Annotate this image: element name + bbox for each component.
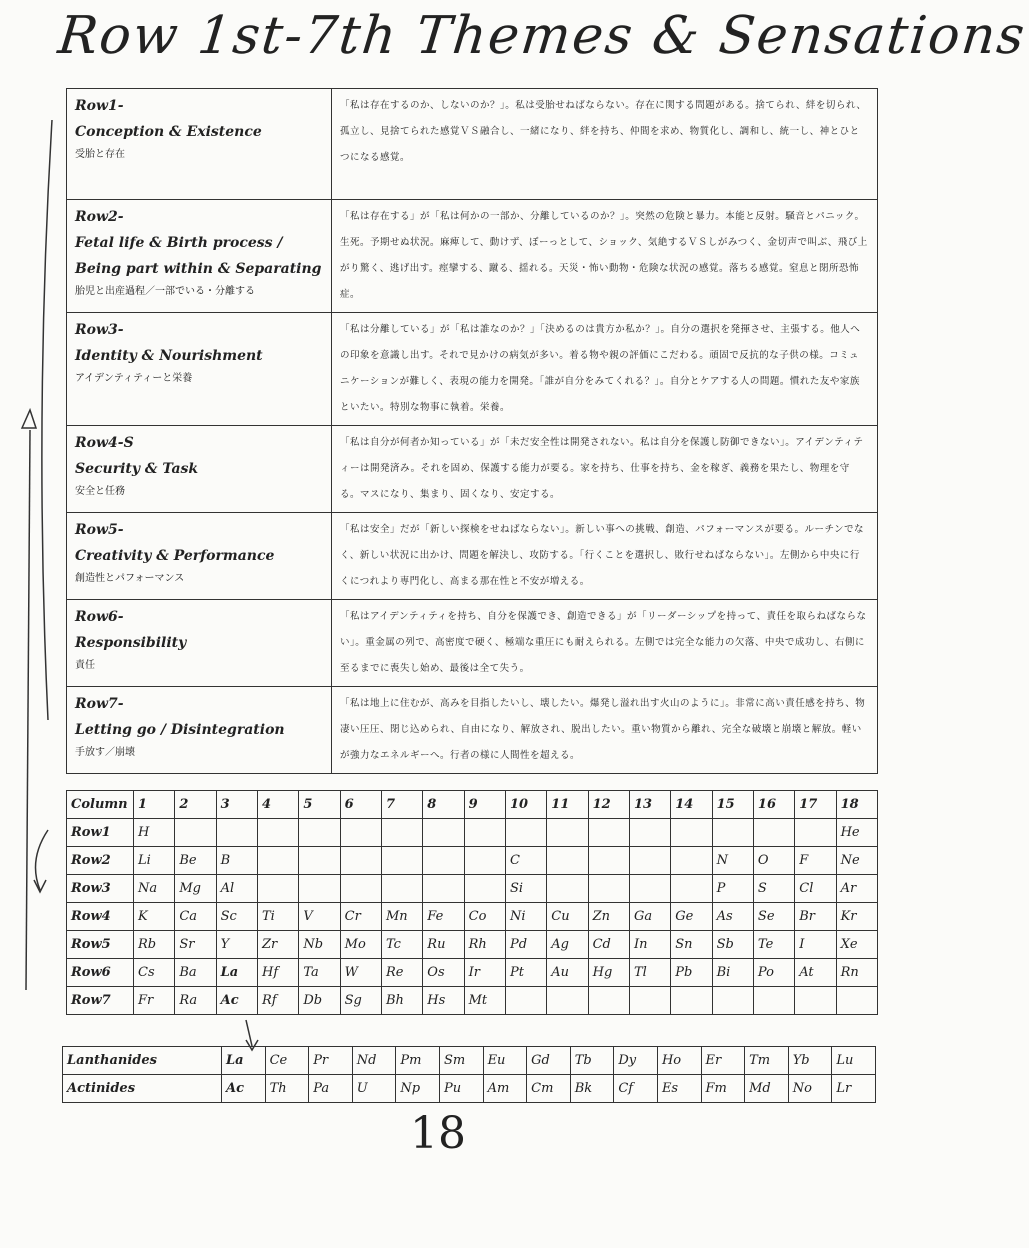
element-symbol: Cf <box>614 1075 658 1103</box>
element-symbol: Mn <box>381 903 422 931</box>
element-symbol: Fe <box>423 903 464 931</box>
element-symbol: Pm <box>396 1047 440 1075</box>
element-symbol: Re <box>381 959 422 987</box>
element-symbol: K <box>134 903 175 931</box>
row-number: Row7- <box>75 696 124 712</box>
element-symbol: Ni <box>505 903 546 931</box>
element-symbol: Zn <box>588 903 629 931</box>
element-symbol: Kr <box>836 903 877 931</box>
row-japanese-label: 責任 <box>75 660 95 671</box>
element-symbol: Lr <box>832 1075 876 1103</box>
element-symbol: Ac <box>216 987 257 1015</box>
element-symbol: As <box>712 903 753 931</box>
column-number: 14 <box>671 791 712 819</box>
element-symbol: Br <box>795 903 836 931</box>
element-symbol: Co <box>464 903 505 931</box>
row-number: Row2- <box>75 209 124 225</box>
theme-description: 「私は地上に住むが、高みを目指したいし、壊したい。爆発し溢れ出す火山のように」。非常に高い責任感を持ち、物凄い圧圧、閉じ込められ、自由になり、解放され、脱出したい。重い物質から離れ、完全な破壊と崩壊と解放。軽いが強力なエネルギーへ。行者の様に人間性を超える。 <box>332 687 878 774</box>
row-theme: Conception & Existence <box>75 124 262 140</box>
column-number: 17 <box>795 791 836 819</box>
element-symbol: Ra <box>175 987 216 1015</box>
element-symbol: Na <box>134 875 175 903</box>
element-symbol: U <box>352 1075 396 1103</box>
theme-description: 「私は存在する」が「私は何かの一部か、分離しているのか？」。突然の危険と暴力。本能と反射。騒音とパニック。生死。予期せぬ状況。麻痺して、動けず、ぼーっとして、ショック、気絶するＶＳしがみつく、金切声で叫ぶ、飛び上がり驚く、逃げ出す。痙攣する、蹴る、揺れる。天災・怖い動物・危険な状況の感覚。落ちる感覚。窒息と閉所恐怖症。 <box>332 200 878 313</box>
element-symbol: Bk <box>570 1075 614 1103</box>
row-theme: Responsibility <box>75 635 187 651</box>
element-symbol: Nb <box>299 931 340 959</box>
row-label: Row7 <box>67 987 134 1015</box>
element-symbol: Li <box>134 847 175 875</box>
element-symbol: Mt <box>464 987 505 1015</box>
row-number: Row5- <box>75 522 124 538</box>
element-symbol: Md <box>745 1075 789 1103</box>
theme-description: 「私はアイデンティティを持ち、自分を保護でき、創造できる」が「リーダーシップを持って、責任を取らねばならない」。重金属の列で、高密度で硬く、極端な重圧にも耐えられる。左側では完全な能力の欠落、中央で成功し、右側に至るまでに喪失し始め、最後は全て失う。 <box>332 600 878 687</box>
element-symbol: Gd <box>527 1047 571 1075</box>
element-symbol: Er <box>701 1047 745 1075</box>
column-number: 18 <box>836 791 877 819</box>
element-symbol: O <box>753 847 794 875</box>
element-symbol: Eu <box>483 1047 527 1075</box>
column-number: 2 <box>175 791 216 819</box>
element-symbol: I <box>795 931 836 959</box>
element-symbol: V <box>299 903 340 931</box>
element-symbol: Bi <box>712 959 753 987</box>
element-symbol: Sn <box>671 931 712 959</box>
element-symbol: Np <box>396 1075 440 1103</box>
element-symbol: Y <box>216 931 257 959</box>
bracket-line-upper <box>42 120 52 720</box>
element-symbol: Tc <box>381 931 422 959</box>
element-symbol: Ac <box>222 1075 266 1103</box>
element-symbol: Bh <box>381 987 422 1015</box>
element-symbol: Sm <box>439 1047 483 1075</box>
element-symbol: Sb <box>712 931 753 959</box>
element-symbol: Ge <box>671 903 712 931</box>
row-theme: Fetal life & Birth process / <box>75 235 283 251</box>
row-label: Row3 <box>67 875 134 903</box>
element-symbol: In <box>629 931 670 959</box>
element-symbol: Cl <box>795 875 836 903</box>
column-number: 10 <box>505 791 546 819</box>
column-number: 9 <box>464 791 505 819</box>
column-label: Column <box>67 791 134 819</box>
element-symbol: Cm <box>527 1075 571 1103</box>
element-symbol: Xe <box>836 931 877 959</box>
row-japanese-label: アイデンティティーと栄養 <box>75 373 193 384</box>
column-number: 16 <box>753 791 794 819</box>
arrow-up-icon <box>22 410 36 428</box>
element-symbol: H <box>134 819 175 847</box>
element-symbol: Po <box>753 959 794 987</box>
arrow-down-icon <box>34 880 46 892</box>
element-symbol: La <box>216 959 257 987</box>
element-symbol: Al <box>216 875 257 903</box>
arrow-line-left <box>26 430 30 990</box>
element-symbol: Ag <box>547 931 588 959</box>
row-theme-continued: Being part within & Separating <box>75 261 322 277</box>
row-japanese-label: 胎児と出産過程／一部でいる・分離する <box>75 286 255 297</box>
element-symbol: Te <box>753 931 794 959</box>
element-symbol: Nd <box>352 1047 396 1075</box>
theme-description: 「私は自分が何者か知っている」が「未だ安全性は開発されない。私は自分を保護し防御できない」。アイデンティティーは開発済み。それを固め、保護する能力が要る。家を持ち、仕事を持ち、金を稼ぎ、義務を果たし、物理を守る。マスになり、集まり、固くなり、安定する。 <box>332 426 878 513</box>
element-symbol: Ne <box>836 847 877 875</box>
element-symbol: Lu <box>832 1047 876 1075</box>
element-symbol: Ba <box>175 959 216 987</box>
row-japanese-label: 受胎と存在 <box>75 149 125 160</box>
element-symbol: Pr <box>309 1047 353 1075</box>
column-number: 6 <box>340 791 381 819</box>
element-symbol: Mo <box>340 931 381 959</box>
column-number: 4 <box>257 791 298 819</box>
row-label: Row5 <box>67 931 134 959</box>
element-symbol: Ti <box>257 903 298 931</box>
row-japanese-label: 手放す／崩壊 <box>75 747 135 758</box>
element-symbol: C <box>505 847 546 875</box>
element-symbol: Am <box>483 1075 527 1103</box>
element-symbol: Zr <box>257 931 298 959</box>
column-number: 15 <box>712 791 753 819</box>
series-label: Actinides <box>63 1075 222 1103</box>
element-symbol: Pa <box>309 1075 353 1103</box>
column-number: 7 <box>381 791 422 819</box>
element-symbol: La <box>222 1047 266 1075</box>
row-japanese-label: 創造性とパフォーマンス <box>75 573 185 584</box>
row-theme: Letting go / Disintegration <box>75 722 285 738</box>
element-symbol: Ca <box>175 903 216 931</box>
element-symbol: Hg <box>588 959 629 987</box>
element-symbol: Cu <box>547 903 588 931</box>
series-label: Lanthanides <box>63 1047 222 1075</box>
element-symbol: Os <box>423 959 464 987</box>
column-number: 8 <box>423 791 464 819</box>
element-symbol: Sg <box>340 987 381 1015</box>
element-symbol: Ta <box>299 959 340 987</box>
element-symbol: W <box>340 959 381 987</box>
element-symbol: He <box>836 819 877 847</box>
element-symbol: Se <box>753 903 794 931</box>
element-symbol: Fr <box>134 987 175 1015</box>
theme-description: 「私は存在するのか、しないのか？」。私は受胎せねばならない。存在に関する問題がある。捨てられ、絆を切られ、孤立し、見捨てられた感覚ＶＳ融合し、一緒になり、絆を持ち、仲間を求め、物質化し、調和し、統一し、神とひとつになる感覚。 <box>332 89 878 200</box>
row-label: Row1 <box>67 819 134 847</box>
element-symbol: Rn <box>836 959 877 987</box>
element-symbol: Rf <box>257 987 298 1015</box>
column-number: 3 <box>216 791 257 819</box>
element-symbol: Pb <box>671 959 712 987</box>
element-symbol: Fm <box>701 1075 745 1103</box>
row-number: Row6- <box>75 609 124 625</box>
element-symbol: Sc <box>216 903 257 931</box>
row-theme: Security & Task <box>75 461 199 477</box>
element-symbol: Es <box>657 1075 701 1103</box>
element-symbol: B <box>216 847 257 875</box>
element-symbol: Dy <box>614 1047 658 1075</box>
element-symbol: Hf <box>257 959 298 987</box>
element-symbol: Ir <box>464 959 505 987</box>
element-symbol: Ru <box>423 931 464 959</box>
element-symbol: Rb <box>134 931 175 959</box>
element-symbol: Ce <box>265 1047 309 1075</box>
element-symbol: Au <box>547 959 588 987</box>
theme-description: 「私は分離している」が「私は誰なのか？」「決めるのは貴方か私か？」。自分の選択を発揮させ、主張する。他人への印象を意識し出す。それで見かけの病気が多い。着る物や親の評価にこだわる。頑固で反抗的な子供の様。コミュニケーションが難しく、表現の能力を開発。「誰が自分をみてくれる？」。自分とケアする人の問題。慣れた友や家族といたい。特別な物事に執着。栄養。 <box>332 313 878 426</box>
element-symbol: Tl <box>629 959 670 987</box>
element-symbol: No <box>788 1075 832 1103</box>
element-symbol: Db <box>299 987 340 1015</box>
element-symbol: Tb <box>570 1047 614 1075</box>
element-symbol: Rh <box>464 931 505 959</box>
element-symbol: Cs <box>134 959 175 987</box>
element-symbol: N <box>712 847 753 875</box>
row-label: Row4 <box>67 903 134 931</box>
element-symbol: F <box>795 847 836 875</box>
element-symbol: P <box>712 875 753 903</box>
element-symbol: Si <box>505 875 546 903</box>
element-symbol: Ga <box>629 903 670 931</box>
element-symbol: Sr <box>175 931 216 959</box>
element-symbol: At <box>795 959 836 987</box>
row-number: Row1- <box>75 98 124 114</box>
element-symbol: Tm <box>745 1047 789 1075</box>
row-number: Row4-S <box>75 435 134 451</box>
theme-description: 「私は安全」だが「新しい探検をせねばならない」。新しい事への挑戦、創造、パフォーマンスが要る。ルーチンでなく、新しい状況に出かけ、問題を解決し、攻防する。「行くことを選択し、敗行せねばならない」。左側から中央に行くにつれより専門化し、高まる那在性と不安が増える。 <box>332 513 878 600</box>
row-theme: Identity & Nourishment <box>75 348 263 364</box>
element-symbol: Pd <box>505 931 546 959</box>
element-symbol: Pt <box>505 959 546 987</box>
element-symbol: Th <box>265 1075 309 1103</box>
page-title: Row 1st-7th Themes & Sensations <box>55 6 1029 66</box>
page-number: 18 <box>410 1108 466 1159</box>
column-number: 1 <box>134 791 175 819</box>
element-symbol: S <box>753 875 794 903</box>
row-label: Row2 <box>67 847 134 875</box>
element-symbol: Cr <box>340 903 381 931</box>
column-number: 12 <box>588 791 629 819</box>
column-number: 11 <box>547 791 588 819</box>
row-number: Row3- <box>75 322 124 338</box>
element-symbol: Be <box>175 847 216 875</box>
element-symbol: Pu <box>439 1075 483 1103</box>
element-symbol: Mg <box>175 875 216 903</box>
column-number: 5 <box>299 791 340 819</box>
column-number: 13 <box>629 791 670 819</box>
row-theme: Creativity & Performance <box>75 548 275 564</box>
element-symbol: Yb <box>788 1047 832 1075</box>
element-symbol: Hs <box>423 987 464 1015</box>
row-label: Row6 <box>67 959 134 987</box>
element-symbol: Ar <box>836 875 877 903</box>
row-japanese-label: 安全と任務 <box>75 486 125 497</box>
element-symbol: Cd <box>588 931 629 959</box>
element-symbol: Ho <box>657 1047 701 1075</box>
